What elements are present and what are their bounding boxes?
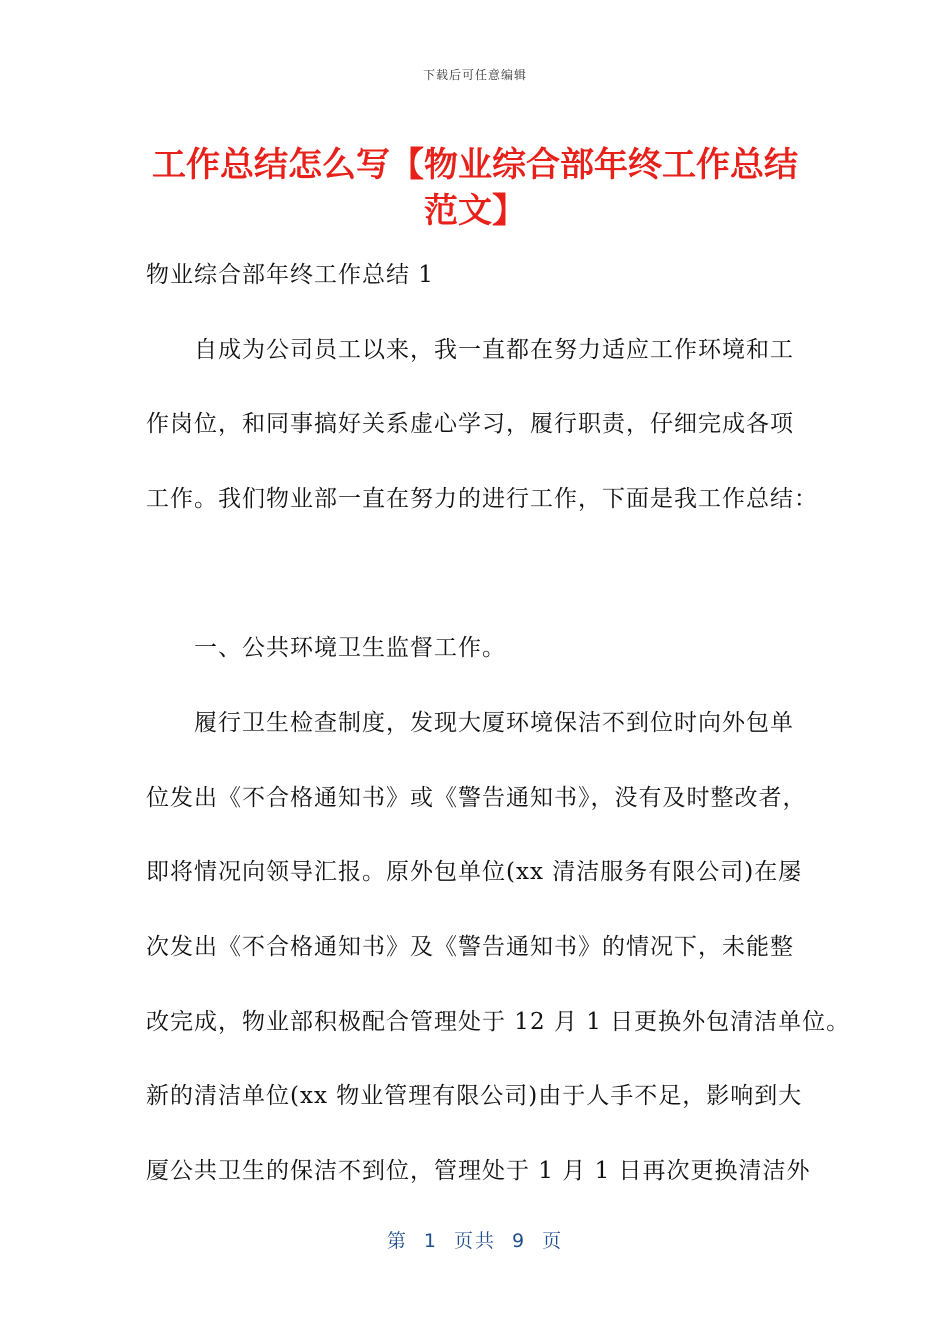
paragraph-line: 即将情况向领导汇报。原外包单位(xx 清洁服务有限公司)在屡 <box>146 859 803 885</box>
title-line-1: 工作总结怎么写【物业综合部年终工作总结 <box>152 145 798 185</box>
document-title <box>140 142 810 234</box>
paragraph-line: 工作。我们物业部一直在努力的进行工作，下面是我工作总结： <box>146 486 818 512</box>
paragraph-line: 改完成，物业部积极配合管理处于 12 月 1 日更换外包清洁单位。 <box>146 1009 851 1035</box>
paragraph-line: 厦公共卫生的保洁不到位，管理处于 1 月 1 日再次更换清洁外 <box>146 1158 811 1184</box>
paragraph-line: 位发出《不合格通知书》或《警告通知书》，没有及时整改者， <box>146 785 807 811</box>
paragraph-line: 作岗位，和同事搞好关系虚心学习，履行职责，仔细完成各项 <box>146 411 794 437</box>
paragraph-line: 新的清洁单位(xx 物业管理有限公司)由于人手不足，影响到大 <box>146 1083 803 1109</box>
page-footer: 第 1 页共 9 页 <box>386 1230 564 1252</box>
title-line-2: 范文】 <box>424 191 526 231</box>
paragraph-line: 自成为公司员工以来，我一直都在努力适应工作环境和工 <box>194 337 794 363</box>
section-subtitle: 物业综合部年终工作总结 1 <box>146 262 434 288</box>
section-heading: 一、公共环境卫生监督工作。 <box>194 635 506 661</box>
header-note: 下载后可任意编辑 <box>422 68 527 82</box>
paragraph-line: 履行卫生检查制度，发现大厦环境保洁不到位时向外包单 <box>194 710 794 736</box>
paragraph-line: 次发出《不合格通知书》及《警告通知书》的情况下，未能整 <box>146 934 794 960</box>
